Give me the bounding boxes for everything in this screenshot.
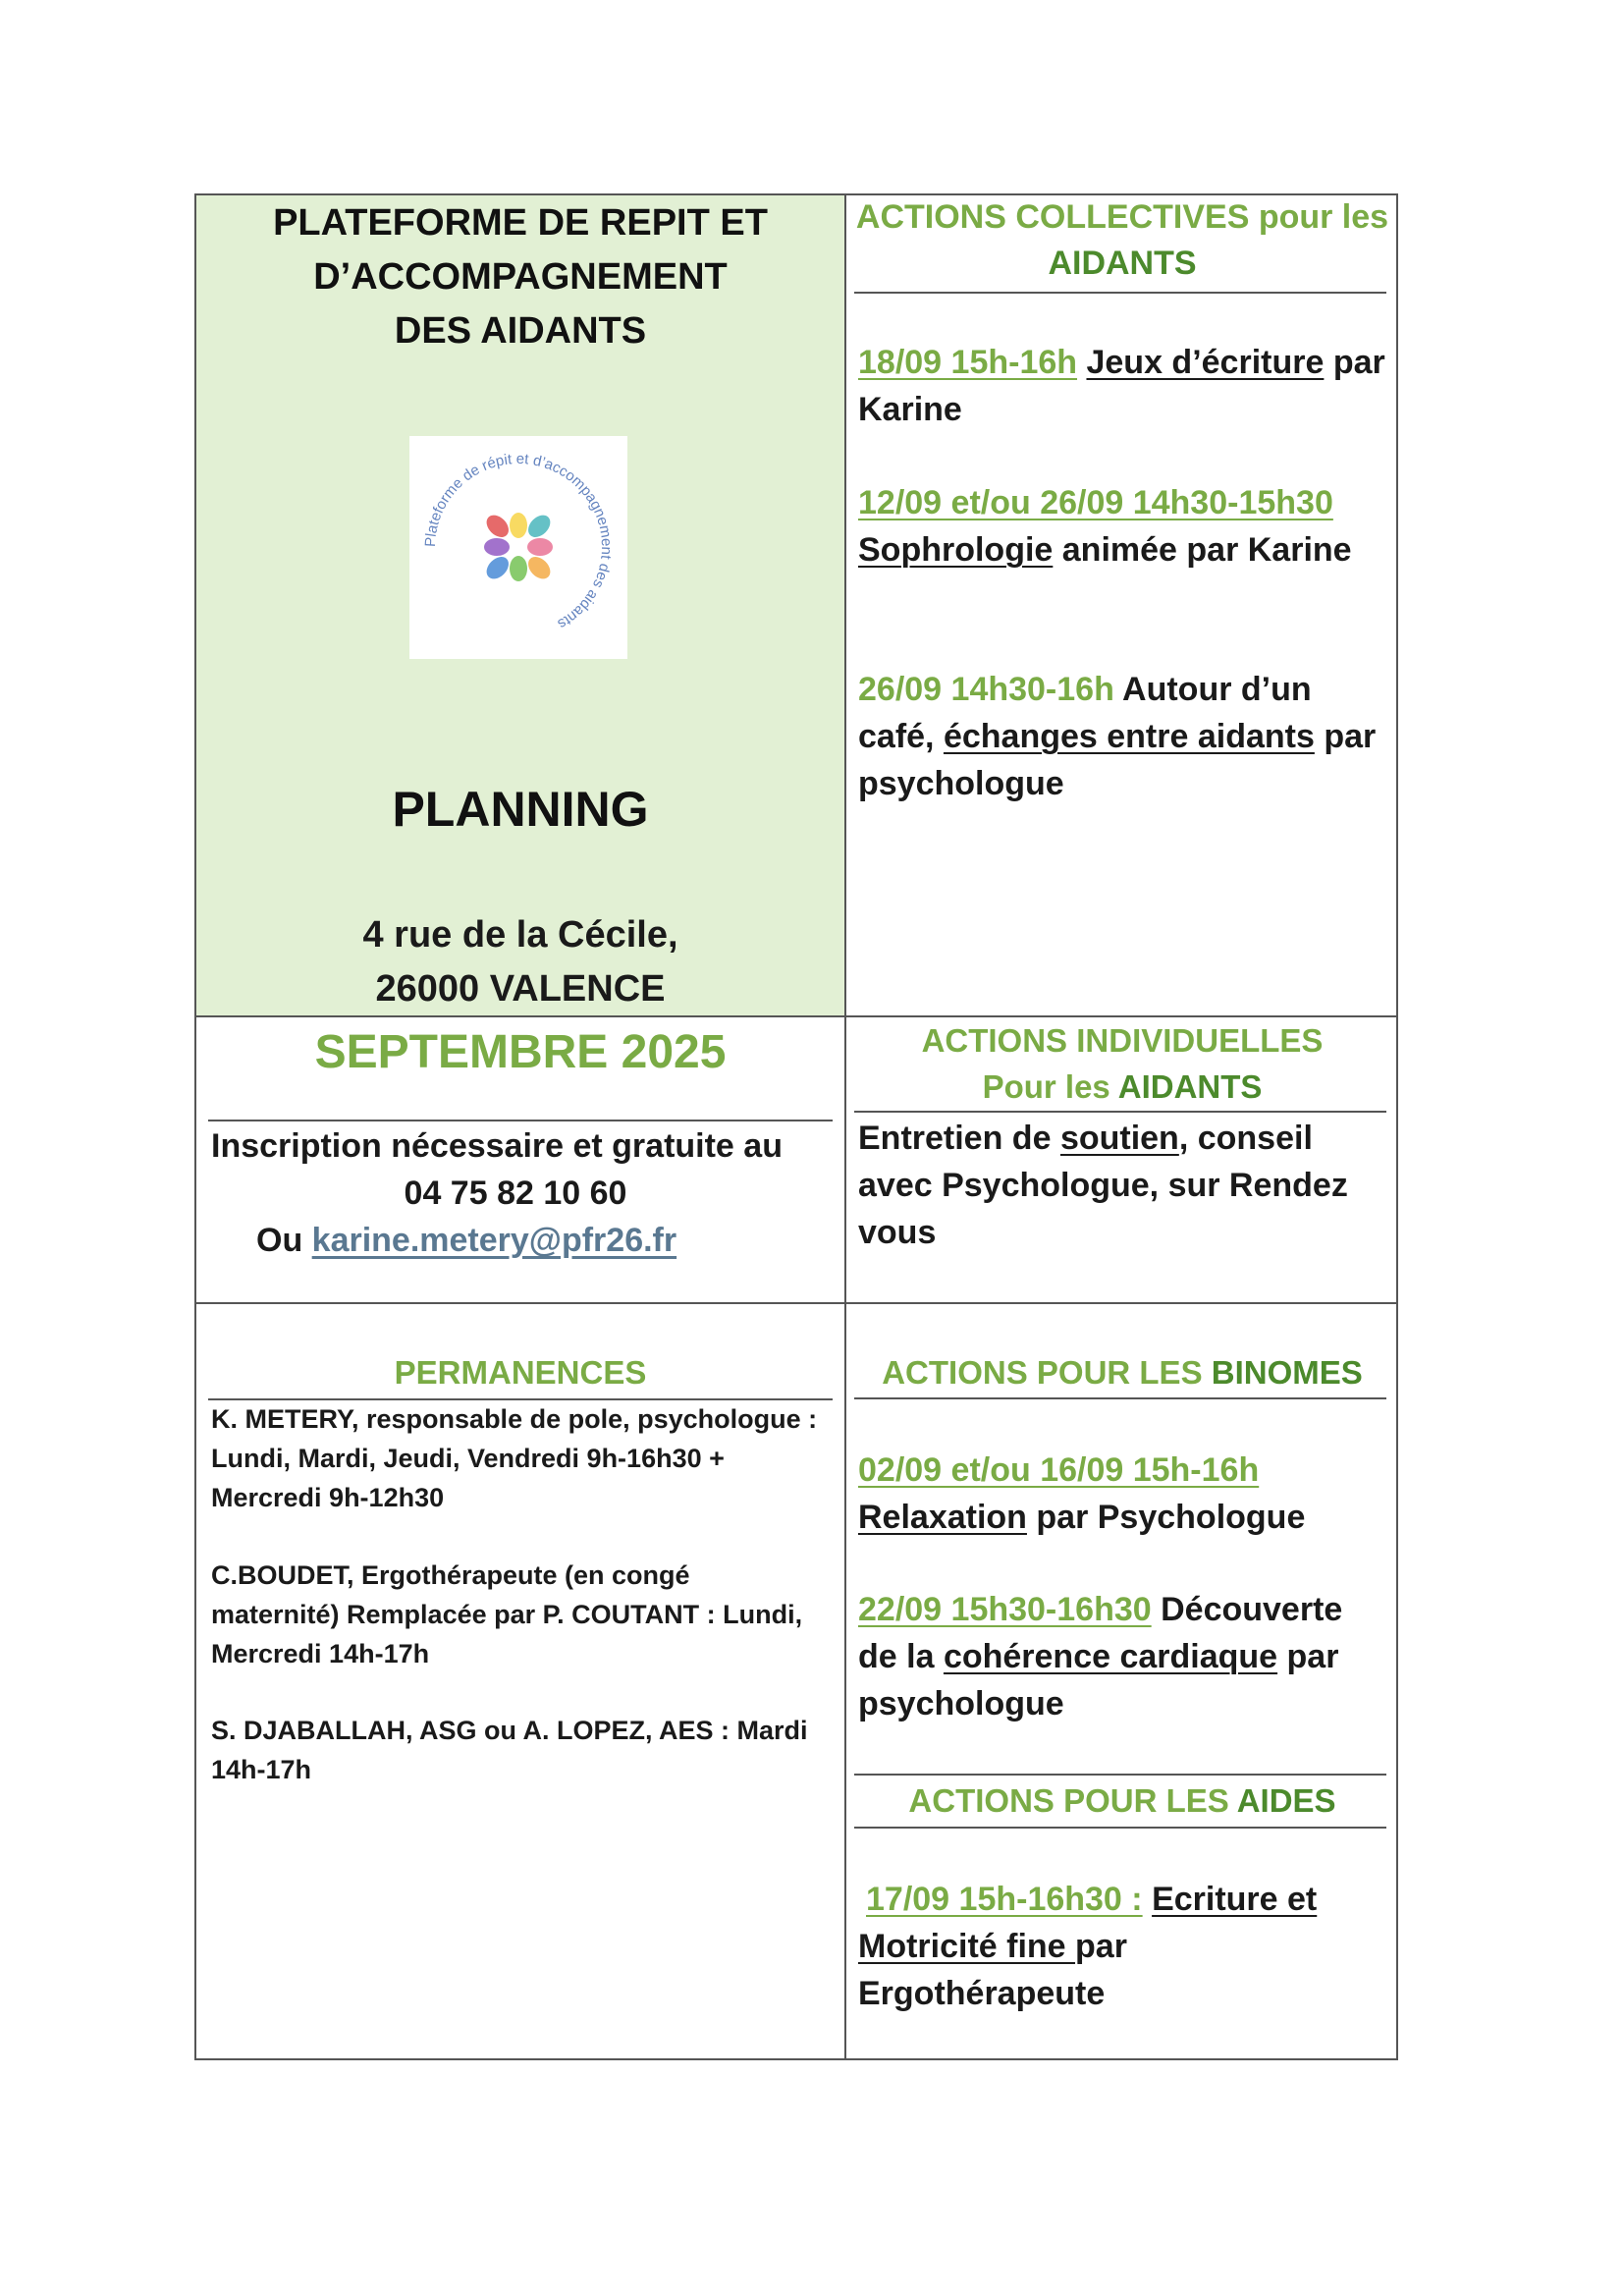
aides-heading-text: ACTIONS POUR LES	[908, 1782, 1237, 1819]
binomes-item-2-text-2: de la	[858, 1638, 944, 1675]
permanences-block-1-line-2: Lundi, Mardi, Jeudi, Vendredi 9h-16h30 +	[211, 1444, 725, 1473]
aides-item-1-text: par	[1075, 1928, 1127, 1965]
binomes-item-2-line-3: psychologue	[858, 1685, 1064, 1722]
aides-top-rule	[854, 1774, 1386, 1776]
hand-icon	[482, 553, 513, 583]
platform-title-line-3: DES AIDANTS	[394, 310, 647, 352]
month-title-rule	[208, 1120, 833, 1121]
collectives-item-1-date: 18/09 15h-16h	[858, 344, 1078, 381]
inscription-text: Inscription nécessaire et gratuite au	[211, 1127, 783, 1165]
hand-icon	[524, 511, 555, 541]
individuelles-text-4: vous	[858, 1214, 937, 1251]
phone-number: 04 75 82 10 60	[404, 1175, 627, 1212]
planning-title: PLANNING	[392, 782, 649, 837]
individuelles-text	[858, 1115, 1393, 1256]
aides-item-1	[858, 1876, 1393, 2017]
hand-icon	[484, 538, 510, 556]
binomes-item-2-text-1: Découverte	[1151, 1591, 1343, 1628]
collectives-item-2-text: animée par Karine	[1053, 531, 1352, 569]
aides-item-1-activity-1: Ecriture et	[1152, 1881, 1318, 1918]
month-title: SEPTEMBRE 2025	[314, 1026, 727, 1078]
individuelles-text-1: Entretien de	[858, 1120, 1060, 1157]
hand-icon	[510, 556, 527, 581]
permanences-block-1-line-3: Mercredi 9h-12h30	[211, 1483, 445, 1512]
hand-icon	[524, 553, 555, 583]
binomes-item-1-activity: Relaxation	[858, 1499, 1027, 1536]
svg-text:Plateforme de répit et d’accom	[422, 451, 615, 632]
collectives-heading-line-1: ACTIONS COLLECTIVES pour les	[855, 198, 1389, 236]
collectives-heading-rule	[854, 292, 1386, 294]
collectives-heading	[846, 194, 1398, 287]
binomes-item-2-activity: cohérence cardiaque	[943, 1638, 1278, 1675]
binomes-item-2-text-3: par	[1277, 1638, 1339, 1675]
binomes-item-2-date: 22/09 15h30-16h30	[858, 1591, 1152, 1628]
collectives-item-1-line-2: Karine	[858, 391, 962, 428]
aides-heading	[846, 1777, 1398, 1825]
permanences-block-2-line-3: Mercredi 14h-17h	[211, 1639, 430, 1668]
aides-heading-strong: AIDES	[1236, 1782, 1336, 1819]
permanences-block-2-line-2: maternité) Remplacée par P. COUTANT : Lundi,	[211, 1600, 803, 1629]
permanences-block-3-line-2: 14h-17h	[211, 1755, 312, 1784]
binomes-item-1	[858, 1447, 1393, 1541]
collectives-item-3-text-2: café,	[858, 718, 944, 755]
collectives-item-3-text-3: par	[1314, 718, 1377, 755]
binomes-heading	[846, 1349, 1398, 1396]
permanences-block-2-line-1: C.BOUDET, Ergothérapeute (en congé	[211, 1560, 690, 1590]
hand-icon	[527, 538, 553, 556]
collectives-item-3-date: 26/09 14h30-16h	[858, 671, 1114, 708]
hand-icon	[482, 511, 513, 541]
permanences-block-3	[211, 1711, 839, 1789]
individuelles-text-2: , conseil	[1178, 1120, 1313, 1157]
binomes-heading-rule	[854, 1397, 1386, 1399]
binomes-item-2	[858, 1586, 1393, 1727]
inscription-info	[211, 1122, 839, 1264]
permanences-block-1	[211, 1399, 839, 1517]
collectives-item-2-date: 12/09 et/ou 26/09 14h30-15h30	[858, 484, 1333, 521]
collectives-item-3	[858, 666, 1393, 807]
binomes-item-1-date: 02/09 et/ou 16/09 15h-16h	[858, 1451, 1260, 1489]
individuelles-heading-line-2: Pour les	[982, 1068, 1118, 1105]
hand-icon	[510, 513, 527, 538]
platform-title-line-2: D’ACCOMPAGNEMENT	[313, 256, 728, 298]
or-label: Ou	[256, 1222, 312, 1259]
collectives-item-3-text-1: Autour d’un	[1113, 671, 1312, 708]
aides-item-1-date: 17/09 15h-16h30 :	[866, 1881, 1143, 1918]
individuelles-heading	[846, 1017, 1398, 1110]
logo-ring-text: Plateforme de répit et d’accompagnement des aidants	[421, 450, 616, 632]
individuelles-soutien: soutien	[1059, 1120, 1179, 1157]
email-link[interactable]: karine.metery@pfr26.fr	[311, 1222, 677, 1259]
aides-heading-rule	[854, 1827, 1386, 1829]
individuelles-heading-rule	[854, 1111, 1386, 1113]
address-street: 4 rue de la Cécile,	[362, 914, 678, 956]
collectives-item-1-text: par	[1324, 344, 1385, 381]
collectives-item-3-activity: échanges entre aidants	[943, 718, 1315, 755]
table-row-divider-2	[194, 1302, 1398, 1304]
collectives-heading-line-2: AIDANTS	[1048, 245, 1197, 282]
aides-item-1-line-3: Ergothérapeute	[858, 1975, 1106, 2012]
aides-item-1-activity-2: Motricité fine	[858, 1928, 1076, 1965]
permanences-block-2	[211, 1556, 839, 1673]
platform-title-line-1: PLATEFORME DE REPIT ET	[273, 202, 768, 244]
binomes-heading-strong: BINOMES	[1211, 1354, 1363, 1391]
individuelles-heading-aidants: AIDANTS	[1117, 1068, 1263, 1105]
permanences-heading: PERMANENCES	[394, 1354, 647, 1391]
platform-title	[195, 196, 845, 358]
individuelles-text-3: avec Psychologue, sur Rendez	[858, 1167, 1348, 1204]
collectives-item-3-line-3: psychologue	[858, 765, 1064, 802]
address-city: 26000 VALENCE	[375, 968, 666, 1010]
permanences-block-1-line-1: K. METERY, responsable de pole, psychologue :	[211, 1404, 818, 1434]
platform-logo	[409, 436, 627, 659]
address	[195, 908, 845, 1016]
permanences-block-3-line-1: S. DJABALLAH, ASG ou A. LOPEZ, AES : Mardi	[211, 1716, 808, 1745]
binomes-item-1-text: par Psychologue	[1026, 1499, 1306, 1536]
collectives-item-1	[858, 339, 1393, 433]
collectives-item-2	[858, 479, 1393, 574]
binomes-heading-text: ACTIONS POUR LES	[882, 1354, 1212, 1391]
hands-circle-icon	[409, 436, 627, 659]
individuelles-heading-line-1: ACTIONS INDIVIDUELLES	[921, 1022, 1324, 1059]
collectives-item-1-activity: Jeux d’écriture	[1086, 344, 1325, 381]
collectives-item-2-activity: Sophrologie	[858, 531, 1054, 569]
